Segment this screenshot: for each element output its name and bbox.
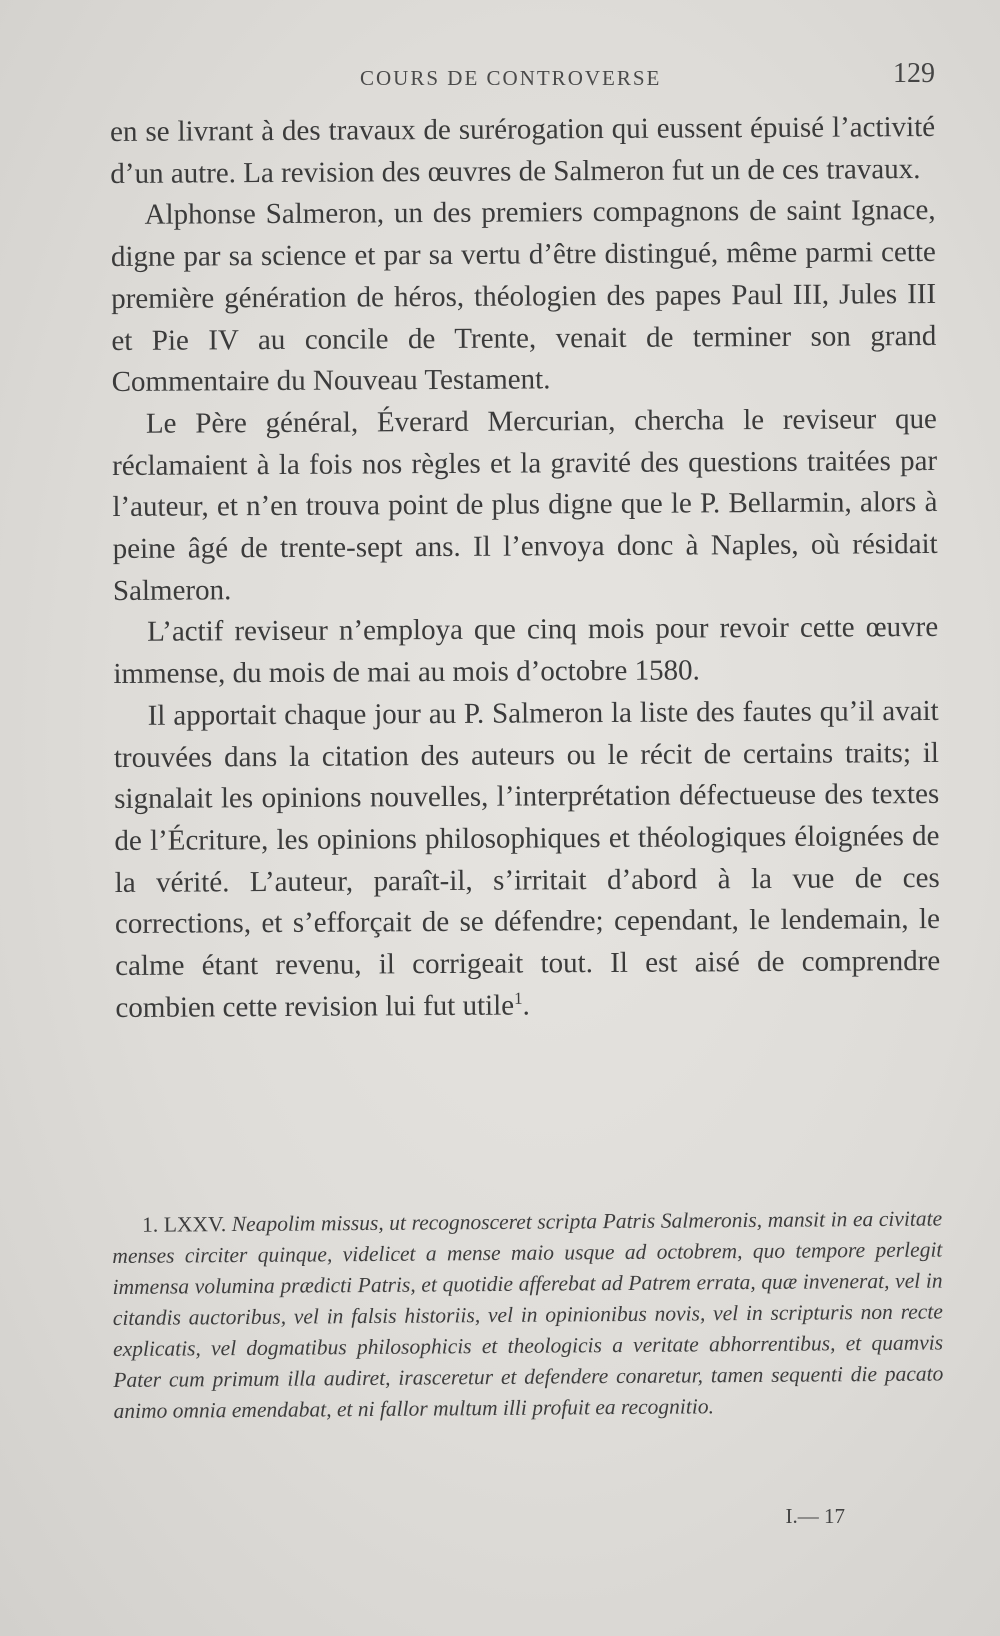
page-number: 129: [893, 58, 935, 89]
paragraph-1: en se livrant à des travaux de surérogation qui eussent épuisé l’activité d’un autre. La revision des œuvres de Salmeron fut un de ces travaux.: [110, 110, 936, 190]
paragraph-3: Le Père général, Éverard Mercurian, chercha le reviseur que réclamaient à la fois nos règles et la gravité des questions traitées par l’auteur, et n’en trouva point de plus digne que le P. Bellarmin, alors à peine âgé de trente-sept ans. Il l’envoya donc à Naples, où résidait Salmeron.: [112, 402, 938, 607]
paragraph-4: L’actif reviseur n’employa que cinq mois pour revoir cette œuvre immense, du mois de mai au mois d’octobre 1580.: [113, 611, 939, 691]
footnote-text: Neapolim missus, ut recognosceret scripta Patris Salmeronis, mansit in ea civitate menses circiter quinque, videlicet a mense maio usque ad octobrem, quo tempore perlegit immensa volumina prædicti Patris, et quotidie afferebat ad Patrem errata, quæ invenerat, vel in citandis auctoribus, vel in falsis historiis, vel in opinionibus novis, vel in scripturis non recte explicatis, vel dogmatibus philosophicis et theologicis a veritate abhorrentibus, et quamvis Pater cum primum illa audiret, irasceretur et defendere conaretur, tamen sequenti die pacato animo omnia emendabat, et ni fallor multum illi profuit ea recognitio.: [112, 1206, 944, 1423]
page-header: [110, 58, 935, 98]
footnote-reference: LXXV.: [163, 1212, 227, 1237]
paragraph-5-end: .: [522, 989, 530, 1022]
footnote-number: 1.: [142, 1212, 159, 1237]
paragraph-2: Alphonse Salmeron, un des premiers compagnons de saint Ignace, digne par sa science et par sa vertu d’être distingué, même parmi cette première génération de héros, théologien des papes Paul III, Jules III et Pie IV au concile de Trente, venait de terminer son grand Commentaire du Nouveau Testament.: [110, 194, 937, 399]
running-title: COURS DE CONTROVERSE: [360, 66, 662, 90]
signature-mark: I.— 17: [785, 1504, 845, 1528]
paragraph-5-text: Il apportait chaque jour au P. Salmeron la liste des fautes qu’il avait trouvées dans la citation des auteurs ou le récit de certains traits; il signalait les opinions nouvelles, l’interprétation défectueuse des textes de l’Écriture, les opinions philosophiques et théologiques éloignées de la vérité. L’auteur, paraît-il, s’irritait d’abord à la vue de ces corrections, et s’efforçait de se défendre; cependant, le lendemain, le calme étant revenu, il corrigeait tout. Il est aisé de comprendre combien cette revision lui fut utile: [113, 694, 941, 1024]
footnote: [112, 1203, 944, 1427]
paragraph-5: [114, 691, 941, 1030]
footnote-marker: 1: [514, 988, 523, 1008]
main-text: [110, 107, 941, 1029]
